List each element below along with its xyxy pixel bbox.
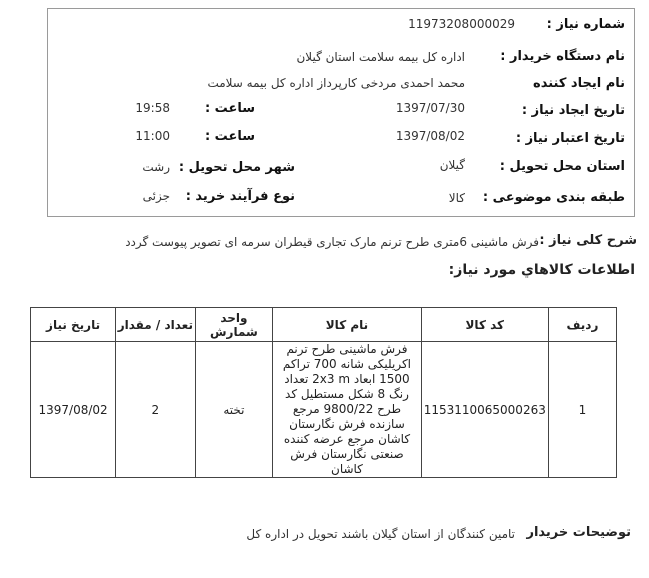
valid-date-value: 1397/08/02 bbox=[395, 129, 465, 143]
table-row bbox=[31, 342, 617, 478]
cell-item-name: فرش ماشینی طرح ترنم اکریلیکی شانه 700 تراکم 1500 ابعاد 2x3 m تعداد رنگ 8 شکل مستطیل کد طرح 9800/22 مرجع سازنده فرش نگارستان کاشان مرجع عرضه کننده صنعتی نگارستان فرش کاشان bbox=[273, 342, 421, 478]
col-header-date: تاریخ نیاز bbox=[31, 308, 116, 342]
process-value: جزئی bbox=[142, 189, 170, 203]
valid-time-label: ساعت : bbox=[204, 129, 255, 144]
city-label: شهر محل تحویل : bbox=[178, 160, 295, 175]
need-number-label: شماره نیاز : bbox=[546, 17, 625, 32]
items-table bbox=[30, 307, 617, 478]
created-time-value: 19:58 bbox=[135, 101, 170, 115]
buyer-notes-text: تامین کنندگان از استان گیلان باشند تحویل در اداره کل bbox=[246, 527, 515, 541]
created-time-label: ساعت : bbox=[204, 101, 255, 116]
city-value: رشت bbox=[142, 160, 170, 174]
cell-quantity: 2 bbox=[116, 342, 195, 478]
cell-need-date: 1397/08/02 bbox=[31, 342, 116, 478]
category-label: طبقه بندی موضوعی : bbox=[482, 190, 625, 205]
buyer-org-label: نام دستگاه خریدار : bbox=[500, 49, 625, 64]
province-label: استان محل تحویل : bbox=[499, 159, 625, 174]
valid-time-value: 11:00 bbox=[135, 129, 170, 143]
process-label: نوع فرآیند خرید : bbox=[185, 189, 295, 204]
description-text: فرش ماشینی 6متری طرح ترنم مارک تجاری قیطران سرمه ای تصویر پیوست گردد bbox=[125, 235, 539, 249]
buyer-notes-label: توضیحات خریدار bbox=[526, 525, 631, 540]
buyer-org-value: اداره کل بیمه سلامت استان گیلان bbox=[296, 50, 465, 64]
items-table-header bbox=[31, 308, 617, 342]
description-label: شرح کلی نیاز : bbox=[539, 233, 637, 248]
province-value: گیلان bbox=[439, 158, 465, 172]
cell-unit: تخته bbox=[195, 342, 273, 478]
col-header-unit: واحد شمارش bbox=[195, 308, 273, 342]
col-header-qty: تعداد / مقدار bbox=[116, 308, 195, 342]
cell-item-code: 1153110065000263 bbox=[421, 342, 548, 478]
items-section-title: اطلاعات كالاهاي مورد نياز: bbox=[448, 262, 635, 278]
creator-value: محمد احمدی مردخی کارپرداز اداره کل بیمه سلامت bbox=[207, 76, 465, 90]
col-header-row: ردیف bbox=[548, 308, 616, 342]
col-header-name: نام کالا bbox=[273, 308, 421, 342]
valid-date-label: تاریخ اعتبار نیاز : bbox=[515, 131, 625, 146]
col-header-code: کد کالا bbox=[421, 308, 548, 342]
cell-row-number: 1 bbox=[548, 342, 616, 478]
need-number-value: 11973208000029 bbox=[408, 17, 515, 31]
creator-label: نام ایجاد کننده bbox=[533, 76, 625, 91]
created-date-label: تاریخ ایجاد نیاز : bbox=[521, 103, 625, 118]
created-date-value: 1397/07/30 bbox=[395, 101, 465, 115]
category-value: کالا bbox=[448, 191, 465, 205]
